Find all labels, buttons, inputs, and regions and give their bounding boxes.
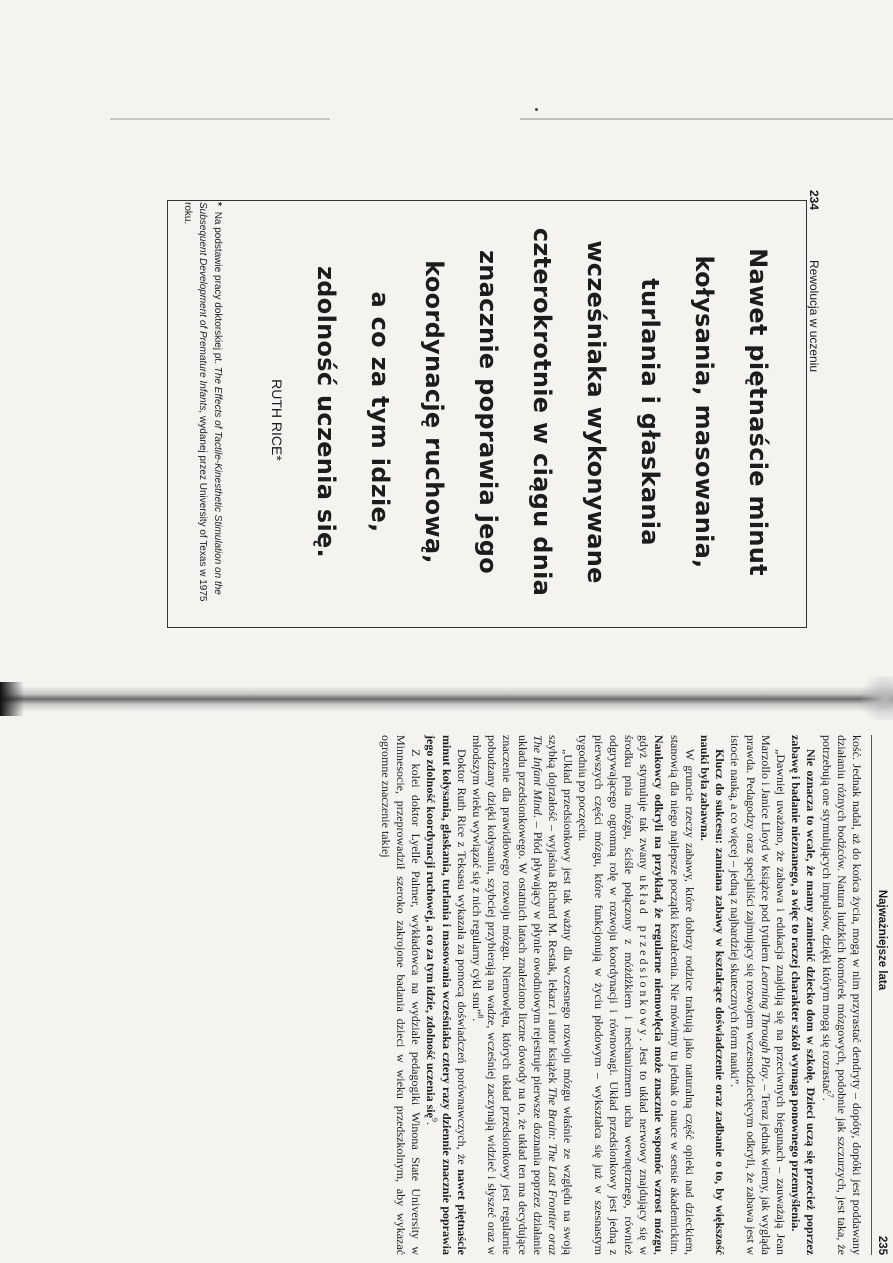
scan-edge-line <box>0 118 893 120</box>
paragraph <box>727 735 788 1255</box>
pull-quote-line: wcześniaka wykonywane <box>582 240 610 584</box>
scan-speck <box>535 108 538 111</box>
page-number: 235 <box>876 1235 888 1255</box>
spine-shadow-right <box>855 676 893 720</box>
emphasis-text: Klucz do sukcesu: zamiana zabawy w kształcące doświadczenie oraz zadbanie o to, by większość nauki była zabawna. <box>697 735 728 1255</box>
paragraph-text: . Jest to układ nerwowy znajdujący się w środku pnia mózgu, ściśle połączony z móżdżkiem i mechanizmem ucha wewnętrznego, również odgrywającego ogromną rolę w rozwoju koordynacji i równowagi. Układ przedsionkowy jest jedną z pierwszych części mózgu, które funkcjonują w życiu płodowym – wykształca się już w szesnastym tygodniu po poczęciu. <box>576 735 652 1255</box>
pull-quote-line: a co za tym idzie, <box>366 291 394 533</box>
paragraph-text: „Układ przedsionkowy jest tak ważny dla wczesnego rozwoju mózgu właśnie ze względu na swoją szybką dojrzałość – wyjaśnia Richard M. Restak, lekarz i autor książek <box>545 735 576 1255</box>
paragraph-text: . – Płód pływający w płynie owodniowym rejestruje pierwsze doznania poprzez działanie układu przedsionkowego. W ostatnich latach znaleziono liczne dowody na to, że układ ten ma decydujące znaczenie dla prawidłowego rozwoju mózgu. Niemowlęta, których układ przedsionkowy jest regularnie pobudzany dzięki kołysaniu, szybciej przybierają na wadze, wcześniej zaczynają widzieć i słyszeć oraz w młodszym wieku wywiązać się z nich regularny cykl snu” <box>469 735 545 1255</box>
footnote-ref: 7 <box>825 1093 835 1098</box>
paragraph: Doktor Ruth Rice z Teksasu wykazała za pomocą doświadczeń porównawczych, że nawet piętnaście minut kołysania, głaskania, turlania i masowania wcześniaka cztery razy dziennie znacznie poprawia jego zdolność koordynacji ruchowej, a co za tym idzie, zdolność uczenia się$^9$. <box>424 735 469 1256</box>
footnote <box>180 202 225 622</box>
spaced-term: układ przedsionkowy <box>637 875 652 1039</box>
pull-quote-line: Nawet piętnaście minut <box>744 248 772 576</box>
page-235 <box>70 735 890 1255</box>
body-text <box>74 735 864 1255</box>
book-title: Learning Through Play <box>758 965 773 1079</box>
pull-quote-line: koordynację ruchową, <box>420 260 448 564</box>
paragraph <box>788 735 818 1255</box>
quote-author: RUTH RICE* <box>269 379 285 461</box>
paragraph-text: Doktor Ruth Rice z Teksasu wykazała za pomocą doświadczeń porównawczych, że <box>454 749 469 1165</box>
paragraph <box>378 735 424 1255</box>
footnote-ref: 8 <box>475 1014 485 1019</box>
running-header: Najważniejsze lata <box>876 889 888 991</box>
paragraph: „Układ przedsionkowy jest tak ważny dla wczesnego rozwoju mózgu właśnie ze względu na swoją szybką dojrzałość – wyjaśnia Richard M. Restak, lekarz i autor książek The Brain: The Last Frontier oraz The Infant Mind. – Płód pływający w płynie owodniowym rejestruje pierwsze doznania poprzez działanie układu przedsionkowego. W ostatnich latach znaleziono liczne dowody na to, że układ ten ma decydujące znaczenie dla prawidłowego rozwoju mózgu. Niemowlęta, których układ przedsionkowy jest regularnie pobudzany dzięki kołysaniu, szybciej przybierają na wadze, wcześniej zaczynają widzieć i słyszeć oraz w młodszym wieku wywiązać się z nich regularny cykl snu”$^8$. <box>469 735 576 1256</box>
paragraph: kość. Jednak nadal, aż do końca życia, mogą w nim przyrastać dendryty – dopóty, dopóki jest poddawany działaniu różnych bodźców. Natura ludzkich komórek mózgowych, podobnie jak szczurzych, jest taka, że potrzebują one stymulujących impulsów, dzięki którym mogą się rozrastać$^7$. <box>819 735 864 1255</box>
page-number: 234 <box>807 190 821 211</box>
spine-shadow-left <box>0 682 24 716</box>
page-header-235 <box>868 735 890 1255</box>
paragraph <box>697 735 727 1255</box>
footnote-ref: 9 <box>430 1117 440 1122</box>
paragraph-text: , gdyż stymuluje tak zwany <box>637 735 667 1255</box>
header-rule <box>871 735 872 1255</box>
footnote-text: Na podstawie pracy doktorskiej pt. <box>212 211 223 364</box>
paragraph-text: „Dawniej uważano, że zabawa i edukacja znajdują się na przeciwnych biegunach – zauważają Jean Marzollo i Janice Lloyd w książce pod tytułem <box>758 735 788 1255</box>
pull-quote-line: kołysania, masowania, <box>690 255 718 569</box>
footnote-marker: * <box>212 202 223 206</box>
paragraph <box>575 735 697 1255</box>
pull-quote-line: zdolność uczenia się. <box>312 266 340 558</box>
pull-quote-line: turlania i głaskania <box>636 278 664 546</box>
paragraph-text: Z kolei doktor Lyelle Palmer, wykładowca na wydziale pedagogiki Winona State University w Minnesocie, przeprowadził szeroko zakrojone badania dzieci w wieku przedszkolnym, aby wykazać ogromne znaczenie takiej <box>378 735 424 1255</box>
pull-quote <box>299 212 785 612</box>
footnote-title: The Effects of Tactile-Kinesthetic Stimulation on the Subsequent Development of Premature Infants, <box>197 202 223 595</box>
footnote-text-end: wydanej przez University of Texas w 1975 roku. <box>182 202 208 602</box>
paragraph-text: W gruncie rzeczy zabawy, które dobrzy rodzice traktują jako naturalną część opieki nad dzieckiem, stanowią dla niego najlepsze początki kształcenia. Nie mówimy tu jednak o nauce w sensie akademickim. <box>667 735 697 1255</box>
pull-quote-line: znacznie poprawia jego <box>474 250 502 574</box>
paragraph-text: . – Teraz jednak wiemy, jak wygląda prawda. Pedagodzy oraz specjaliści zajmujący się rozwojem wczesnodziecięcym odkryli, że zabawa jest w istocie nauką, a co więcej – jedną z najbardziej skutecznych form nauki”. <box>728 735 773 1255</box>
running-header: Rewolucja w uczeniu <box>807 260 821 373</box>
emphasis-text: nawet piętnaście minut kołysania, głaskania, turlania i masowania wcześniaka cztery razy dziennie znacznie poprawia jego zdolność koordynacji ruchowej, a co za tym idzie, zdolność uczenia się <box>424 735 469 1256</box>
emphasis-text: Nie oznacza to wcale, że mamy zamienić dziecko dom w szkołę. Dzieci uczą się przecież poprzez zabawę i badanie nieznanego, a więc to raczej charakter szkół wymaga ponownego przemyślenia. <box>789 735 819 1255</box>
paragraph-text: kość. Jednak nadal, aż do końca życia, mogą w nim przyrastać dendryty – dopóty, dopóki jest poddawany działaniu różnych bodźców. Natura ludzkich komórek mózgowych, podobnie jak szczurzych, jest taka, że potrzebują one stymulujących impulsów, dzięki którym mogą się rozrastać <box>819 735 864 1255</box>
pull-quote-line: czterokrotnie w ciągu dnia <box>528 227 556 597</box>
emphasis-text: Naukowcy odkryli na przykład, że regularne niemowlęcia może znacznie wspomóc wzrost mózgu <box>652 735 667 1252</box>
book-title: The Brain: The Last Frontier oraz The Infant Mind <box>530 735 560 1256</box>
